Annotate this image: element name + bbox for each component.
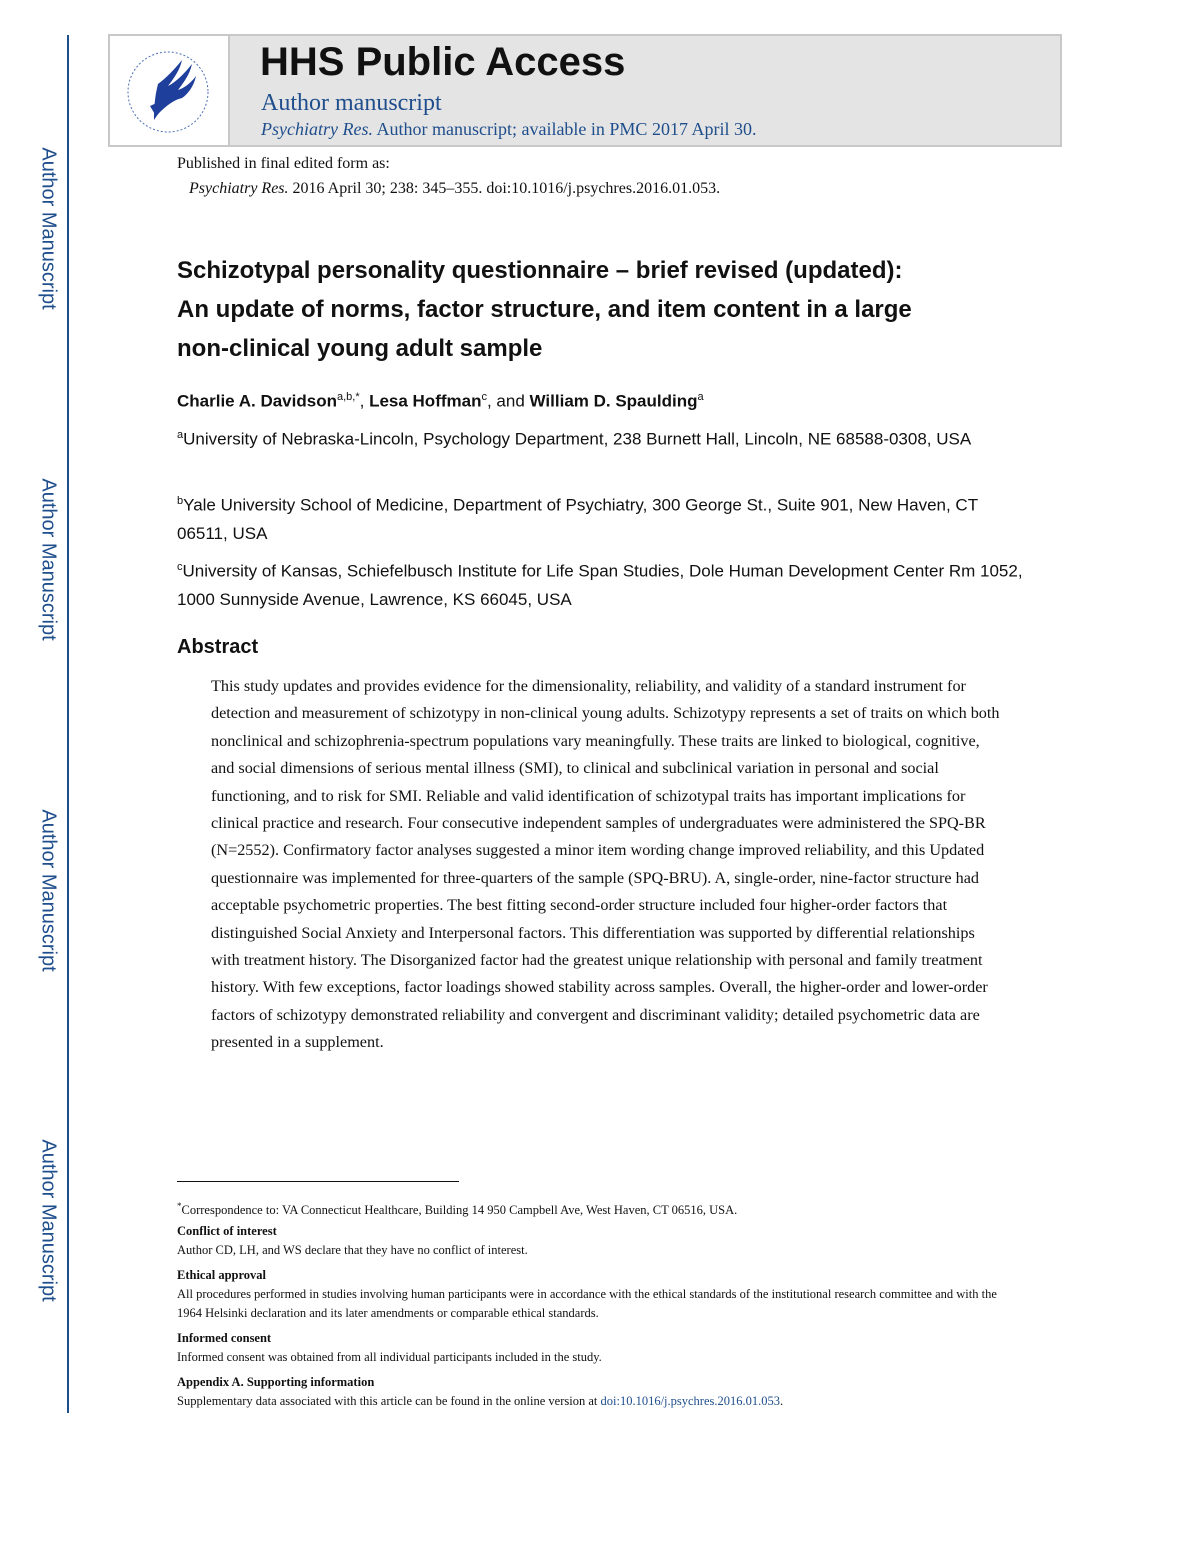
conflict-section: Conflict of interest Author CD, LH, and WS declare that they have no conflict of interest. bbox=[177, 1224, 528, 1257]
author-name: William D. Spaulding bbox=[529, 391, 698, 411]
appendix-section: Appendix A. Supporting information Supplementary data associated with this article can be found in the online version at doi:10.1016/j.psychres.2016.01.053. bbox=[177, 1375, 784, 1408]
published-label: Published in final edited form as: bbox=[177, 155, 390, 172]
banner-title: HHS Public Access bbox=[260, 40, 626, 84]
affiliation: $^c$University of Kansas, Schiefelbusch Institute for Life Span Studies, Dole Human Development Center Rm 1052, 1000 Sunnyside Avenue, Lawrence, KS 66045, USA bbox=[177, 561, 1023, 609]
left-margin-rule bbox=[67, 35, 69, 1413]
article-title: Schizotypal personality questionnaire – brief revised (updated): An update of norms, factor structure, and item content in a large non-clinical young adult sample bbox=[177, 257, 912, 362]
hhs-eagle-icon bbox=[110, 36, 228, 145]
footnote-rule bbox=[177, 1181, 459, 1182]
correspondence-note: *Correspondence to: VA Connecticut Healthcare, Building 14 950 Campbell Ave, West Haven, CT 06516, USA. bbox=[177, 1201, 738, 1218]
banner-citation: Psychiatry Res. Author manuscript; available in PMC 2017 April 30. bbox=[261, 119, 757, 139]
affiliation: $^b$Yale University School of Medicine, Department of Psychiatry, 300 George St., Suite 901, New Haven, CT 06511, USA bbox=[177, 495, 978, 543]
side-label: Author Manuscript bbox=[37, 146, 60, 310]
abstract-heading: Abstract bbox=[177, 636, 259, 658]
publication-citation: Psychiatry Res. 2016 April 30; 238: 345–355. doi:10.1016/j.psychres.2016.01.053. bbox=[189, 180, 721, 197]
hhs-banner bbox=[108, 34, 1062, 147]
author-name: Lesa Hoffman bbox=[369, 391, 482, 411]
affiliation: $^a$University of Nebraska-Lincoln, Psychology Department, 238 Burnett Hall, Lincoln, NE 68588-0308, USA bbox=[177, 429, 972, 449]
author-list: Charlie A. Davidson$^{a,b,*}$, Lesa Hoffman$^c$, and William D. Spaulding$^a$ bbox=[177, 391, 704, 411]
side-label: Author Manuscript bbox=[37, 477, 60, 641]
side-label: Author Manuscript bbox=[37, 1138, 60, 1302]
doi-link[interactable]: doi:10.1016/j.psychres.2016.01.053 bbox=[600, 1394, 781, 1408]
hhs-logo bbox=[110, 36, 230, 145]
ethics-section: Ethical approval All procedures performed in studies involving human participants were in accordance with the ethical standards of the institutional research committee and with the 1964 Helsinki declaration and its later amendments or comparable ethical standards. bbox=[177, 1268, 997, 1320]
consent-section: Informed consent Informed consent was obtained from all individual participants included in the study. bbox=[177, 1331, 602, 1364]
banner-subtitle: Author manuscript bbox=[261, 90, 442, 116]
abstract-body: This study updates and provides evidence for the dimensionality, reliability, and validity of a standard instrument for detection and measurement of schizotypy in non-clinical young adults. Schizotypy represents a set of traits on which both nonclinical and schizophrenia-spectrum populations vary meaningfully. These traits are linked to biological, cognitive, and social dimensions of serious mental illness (SMI), to clinical and subclinical variation in personal and social functioning, and to risk for SMI. Reliable and valid identification of schizotypal traits has important implications for clinical practice and research. Four consecutive independent samples of undergraduates were administered the SPQ-BR (N=2552). Confirmatory factor analyses suggested a minor item wording change improved reliability, and this Updated questionnaire was implemented for three-quarters of the sample (SPQ-BRU). A, single-order, nine-factor structure had acceptable psychometric properties. The best fitting second-order structure included four higher-order factors that distinguished Social Anxiety and Interpersonal factors. This differentiation was supported by differential relationships with treatment history. The Disorganized factor had the greatest unique relationship with personal and family treatment history. With few exceptions, factor loadings showed stability across samples. Overall, the higher-order and lower-order factors of schizotypy demonstrated reliability and convergent and discriminant validity; detailed psychometric data are presented in a supplement. bbox=[211, 677, 1000, 1052]
author-name: Charlie A. Davidson bbox=[177, 391, 337, 411]
side-label: Author Manuscript bbox=[37, 808, 60, 972]
